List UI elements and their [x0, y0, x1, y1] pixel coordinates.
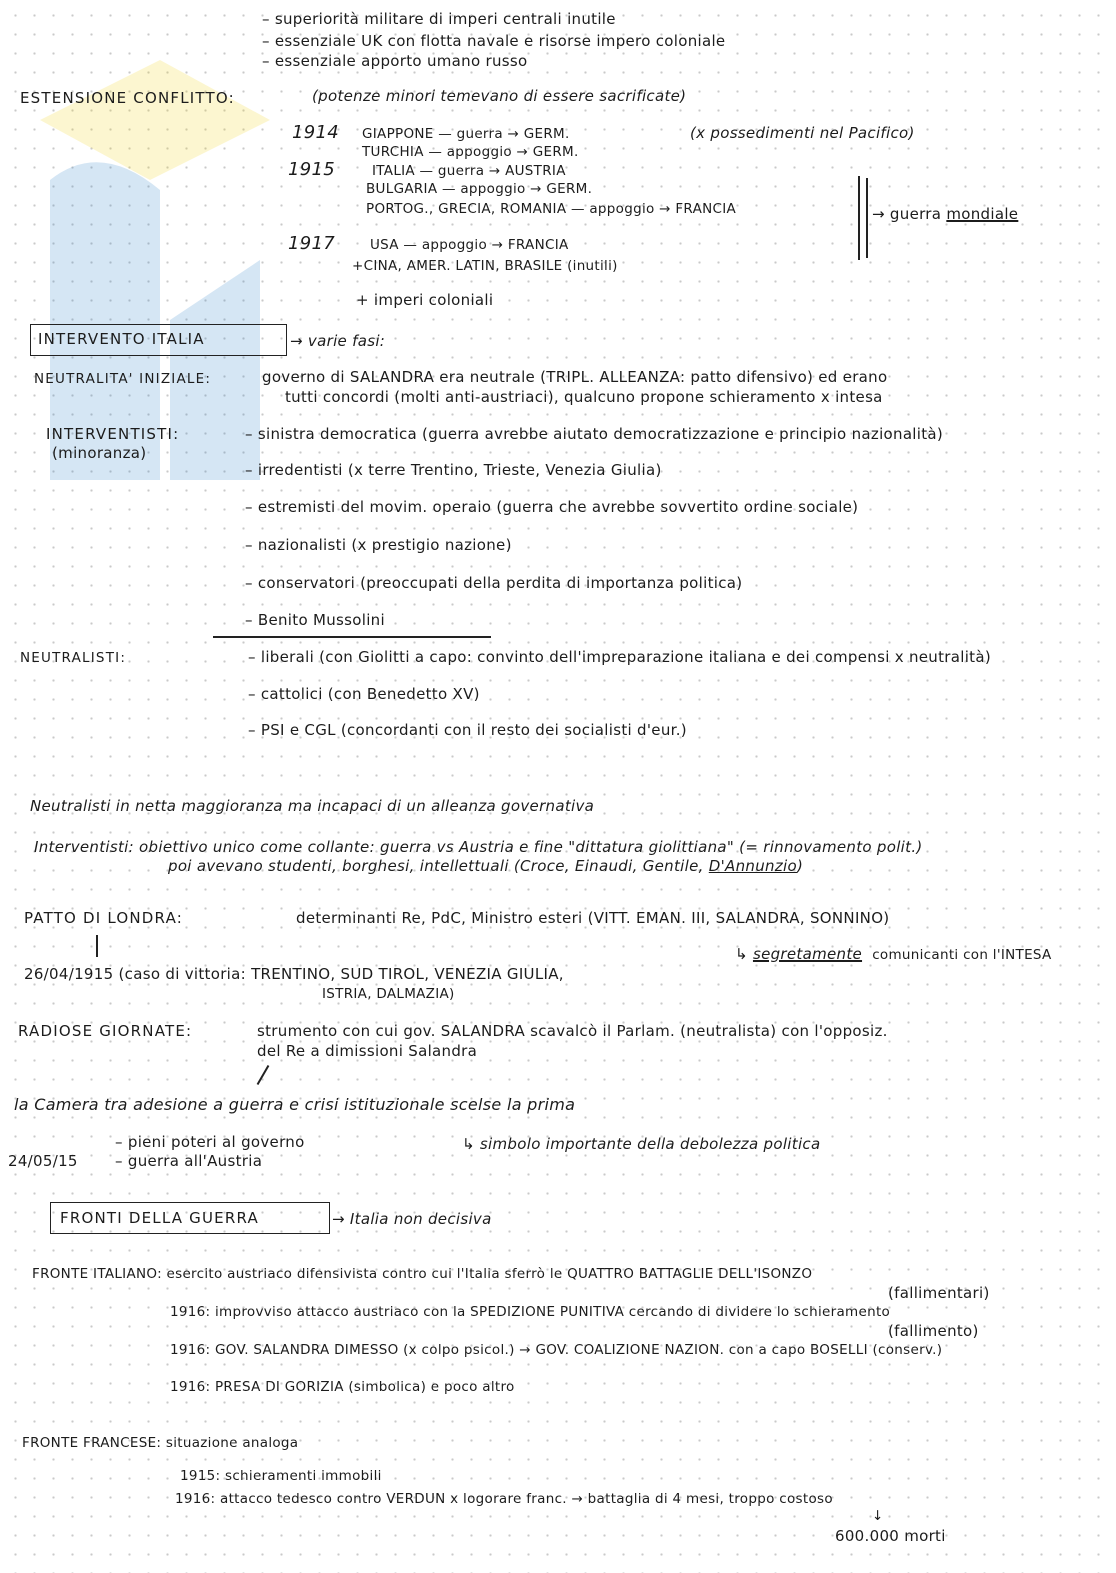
row-bulgaria: BULGARIA — appoggio → GERM. — [366, 181, 593, 197]
list-item: 1916: attacco tedesco contro VERDUN x logorare franc. → battaglia di 4 mesi, troppo costoso — [175, 1491, 833, 1507]
label: NEUTRALISTI: — [20, 650, 127, 666]
arrow-icon: ↳ — [735, 945, 748, 963]
text: tutti concordi (molti anti-austriaci), qualcuno propone schieramento x intesa — [285, 388, 883, 406]
label: comunicanti con l'INTESA — [872, 947, 1052, 963]
list-item: – nazionalisti (x prestigio nazione) — [245, 536, 512, 554]
list-item: 1916: GOV. SALANDRA DIMESSO (x colpo psicol.) → GOV. COALIZIONE NAZION. con a capo BOSELLI (conserv.) — [170, 1342, 943, 1358]
text — [168, 857, 803, 875]
box-title: INTERVENTO ITALIA — [38, 330, 205, 348]
row-italia: ITALIA — guerra → AUSTRIA — [372, 163, 566, 179]
list-item: – Benito Mussolini — [245, 611, 385, 629]
text: la Camera tra adesione a guerra e crisi istituzionale scelse la prima — [14, 1095, 576, 1114]
list-item: – irredentisti (x terre Trentino, Trieste, Venezia Giulia) — [245, 461, 662, 479]
bracket — [866, 178, 868, 258]
point: – essenziale UK con flotta navale e risorse impero coloniale — [262, 32, 726, 50]
text: 600.000 morti — [835, 1527, 946, 1545]
text: governo di SALANDRA era neutrale (TRIPL. ALLEANZA: patto difensivo) ed erano — [262, 368, 888, 386]
list-item: – PSI e CGL (concordanti con il resto dei socialisti d'eur.) — [248, 721, 687, 739]
label: → guerra — [872, 205, 942, 223]
list-item: – liberali (con Giolitti a capo: convinto dell'impreparazione italiana e dei compensi x neutralità) — [248, 648, 992, 666]
label: poi avevano studenti, borghesi, intellettuali (Croce, Einaudi, Gentile, — [168, 857, 704, 875]
year: 1915 — [288, 159, 336, 180]
year: 1917 — [288, 233, 336, 254]
label: (minoranza) — [52, 444, 147, 462]
label: D'Annunzio — [708, 857, 797, 875]
row-imperi: + imperi coloniali — [356, 291, 494, 309]
label: PATTO DI LONDRA: — [24, 909, 184, 927]
list-item: – pieni poteri al governo — [115, 1133, 305, 1151]
date: 24/05/15 — [8, 1152, 78, 1170]
arrow-down-icon: ↓ — [872, 1508, 884, 1524]
row-portogallo: PORTOG., GRECIA, ROMANIA — appoggio → FRANCIA — [366, 201, 737, 217]
text: determinanti Re, PdC, Ministro esteri (VITT. EMAN. III, SALANDRA, SONNINO) — [296, 909, 890, 927]
row-usa: USA — appoggio → FRANCIA — [370, 237, 569, 253]
label: INTERVENTISTI: — [46, 425, 180, 443]
row-giappone: GIAPPONE — guerra → GERM. — [362, 126, 570, 142]
list-item: 1916: improvviso attacco austriaco con la SPEDIZIONE PUNITIVA cercando di dividere lo schieramento — [170, 1304, 891, 1320]
note: (fallimentari) — [888, 1284, 990, 1302]
point: – superiorità militare di imperi centrali inutile — [262, 10, 616, 28]
text — [735, 945, 1052, 963]
guerra-mondiale — [872, 205, 1018, 223]
text: ↳ simbolo importante della debolezza politica — [462, 1135, 821, 1153]
text: Neutralisti in netta maggioranza ma incapaci di un alleanza governativa — [30, 797, 595, 815]
note: (x possedimenti nel Pacifico) — [690, 124, 915, 142]
text: ISTRIA, DALMAZIA) — [322, 986, 455, 1002]
list-item: – conservatori (preoccupati della perdita di importanza politica) — [245, 574, 743, 592]
note: (potenze minori temevano di essere sacrificate) — [312, 87, 687, 105]
note: → varie fasi: — [290, 332, 386, 350]
note: → Italia non decisiva — [332, 1210, 492, 1228]
list-item: 1916: PRESA DI GORIZIA (simbolica) e poco altro — [170, 1379, 515, 1395]
label: segretamente — [752, 945, 863, 963]
heading-estensione: ESTENSIONE CONFLITTO: — [20, 89, 235, 107]
note: (fallimento) — [888, 1322, 979, 1340]
label: ) — [796, 857, 804, 875]
bracket — [858, 176, 860, 260]
text: FRONTE FRANCESE: situazione analoga — [22, 1435, 299, 1451]
list-item: – guerra all'Austria — [115, 1152, 263, 1170]
row-turchia: TURCHIA — appoggio → GERM. — [362, 144, 579, 160]
text: strumento con cui gov. SALANDRA scavalcò il Parlam. (neutralista) con l'opposiz. — [257, 1022, 888, 1040]
box-title: FRONTI DELLA GUERRA — [60, 1209, 259, 1227]
list-item: – estremisti del movim. operaio (guerra che avrebbe sovvertito ordine sociale) — [245, 498, 859, 516]
label: RADIOSE GIORNATE: — [18, 1022, 193, 1040]
watermark-logo — [40, 60, 270, 480]
divider — [213, 636, 491, 638]
list-item: – sinistra democratica (guerra avrebbe aiutato democratizzazione e principio nazionalità) — [245, 425, 944, 443]
text: del Re a dimissioni Salandra — [257, 1042, 478, 1060]
text: FRONTE ITALIANO: esercito austriaco difensivista contro cui l'Italia sferrò le QUATTRO BATTAGLIE DELL'ISONZO — [32, 1266, 813, 1282]
connector — [257, 1065, 270, 1085]
connector — [96, 935, 98, 957]
text: 26/04/1915 (caso di vittoria: TRENTINO, SUD TIROL, VENEZIA GIULIA, — [24, 965, 564, 983]
point: – essenziale apporto umano russo — [262, 52, 528, 70]
list-item: – cattolici (con Benedetto XV) — [248, 685, 480, 703]
year: 1914 — [292, 122, 340, 143]
label: NEUTRALITA' INIZIALE: — [34, 371, 212, 387]
text: Interventisti: obiettivo unico come collante: guerra vs Austria e fine "dittatura giolittiana" (= rinnovamento polit.) — [34, 838, 923, 856]
list-item: 1915: schieramenti immobili — [180, 1468, 382, 1484]
label: mondiale — [946, 205, 1019, 223]
row-altri: +CINA, AMER. LATIN, BRASILE (inutili) — [352, 258, 618, 274]
